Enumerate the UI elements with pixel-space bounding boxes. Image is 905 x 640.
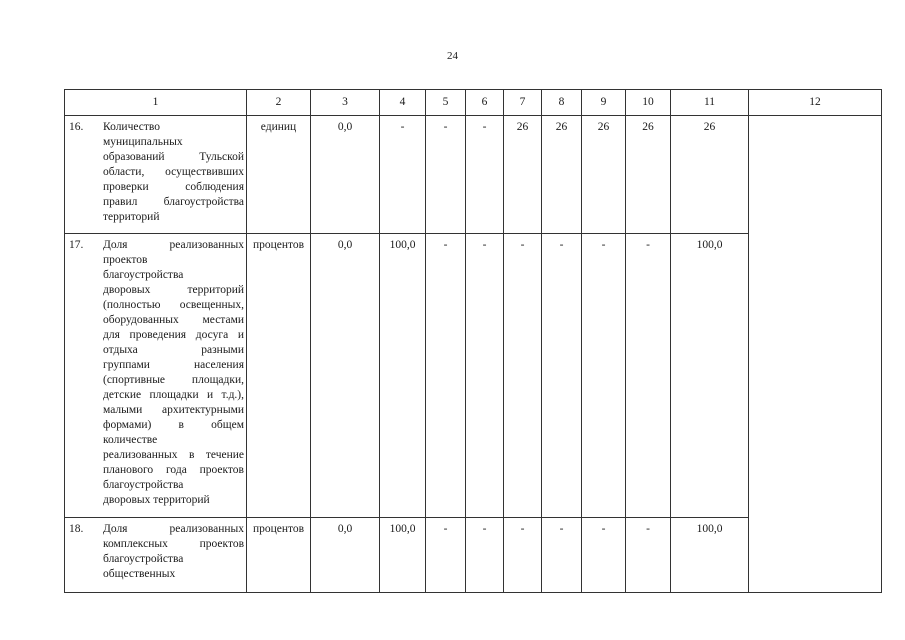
- value-cell: -: [542, 518, 582, 593]
- header-cell: 11: [671, 90, 749, 116]
- unit-cell: процентов: [247, 518, 311, 593]
- indicator-line: комплексных проектов: [103, 538, 244, 550]
- value-cell: -: [504, 234, 542, 518]
- value-cell: 26: [582, 116, 626, 234]
- value-cell: -: [504, 518, 542, 593]
- page-number: 24: [447, 50, 458, 62]
- indicator-line: планового года проектов: [103, 464, 244, 476]
- value-cell: 100,0: [671, 234, 749, 518]
- indicator-cell: [65, 518, 247, 593]
- header-cell: 8: [542, 90, 582, 116]
- header-cell: 9: [582, 90, 626, 116]
- indicator-line: территорий: [103, 211, 160, 223]
- indicator-line: образований Тульской: [103, 151, 244, 163]
- indicator-line: группами населения: [103, 359, 244, 371]
- value-cell: 26: [671, 116, 749, 234]
- indicator-line: проектов: [103, 254, 148, 266]
- value-cell: -: [426, 518, 466, 593]
- value-cell: -: [626, 518, 671, 593]
- indicator-line: (полностью освещенных,: [103, 299, 244, 311]
- value-cell: 100,0: [380, 234, 426, 518]
- row-number: 18.: [69, 523, 84, 535]
- value-cell: -: [542, 234, 582, 518]
- indicator-line: общественных: [103, 568, 176, 580]
- indicator-line: муниципальных: [103, 136, 183, 148]
- indicator-line: реализованных в течение: [103, 449, 244, 461]
- indicator-line: правил благоустройства: [103, 196, 244, 208]
- value-cell: -: [582, 234, 626, 518]
- indicator-line: для проведения досуга и: [103, 329, 244, 341]
- indicator-line: (спортивные площадки,: [103, 374, 244, 386]
- indicator-line: Количество: [103, 121, 160, 133]
- header-cell: 10: [626, 90, 671, 116]
- header-cell: 5: [426, 90, 466, 116]
- header-row: [65, 90, 882, 116]
- value-cell: 26: [504, 116, 542, 234]
- indicator-cell: [65, 234, 247, 518]
- value-cell: -: [466, 518, 504, 593]
- indicator-line: благоустройства: [103, 553, 184, 565]
- value-cell: -: [426, 116, 466, 234]
- value-cell: -: [466, 116, 504, 234]
- header-cell: 12: [749, 90, 882, 116]
- indicator-line: отдыха разными: [103, 344, 244, 356]
- value-cell: 26: [626, 116, 671, 234]
- value-cell: -: [426, 234, 466, 518]
- indicator-line: детские площадки и т.д.),: [103, 389, 244, 401]
- unit-cell: единиц: [247, 116, 311, 234]
- table-row: [65, 116, 882, 234]
- value-cell: 100,0: [671, 518, 749, 593]
- indicator-line: Доля реализованных: [103, 239, 244, 251]
- indicator-line: дворовых территорий: [103, 284, 244, 296]
- value-cell: 0,0: [311, 518, 380, 593]
- indicator-line: благоустройства: [103, 479, 184, 491]
- value-cell: 0,0: [311, 116, 380, 234]
- value-cell: -: [582, 518, 626, 593]
- indicator-line: малыми архитектурными: [103, 404, 244, 416]
- indicator-line: формами) в общем: [103, 419, 244, 431]
- header-cell: 3: [311, 90, 380, 116]
- row-number: 16.: [69, 121, 84, 133]
- indicator-line: благоустройства: [103, 269, 184, 281]
- header-cell: 1: [65, 90, 247, 116]
- indicator-line: количестве: [103, 434, 158, 446]
- unit-cell: процентов: [247, 234, 311, 518]
- indicator-line: области, осуществивших: [103, 166, 244, 178]
- value-cell: -: [380, 116, 426, 234]
- value-cell: -: [626, 234, 671, 518]
- value-cell: 100,0: [380, 518, 426, 593]
- header-cell: 7: [504, 90, 542, 116]
- value-cell: -: [466, 234, 504, 518]
- indicator-line: Доля реализованных: [103, 523, 244, 535]
- indicator-line: дворовых территорий: [103, 494, 210, 506]
- indicator-line: проверки соблюдения: [103, 181, 244, 193]
- indicator-line: оборудованных местами: [103, 314, 244, 326]
- column-12-cell: [749, 116, 882, 593]
- row-number: 17.: [69, 239, 84, 251]
- indicators-table: [64, 89, 882, 593]
- value-cell: 0,0: [311, 234, 380, 518]
- indicator-cell: [65, 116, 247, 234]
- header-cell: 2: [247, 90, 311, 116]
- header-cell: 6: [466, 90, 504, 116]
- header-cell: 4: [380, 90, 426, 116]
- value-cell: 26: [542, 116, 582, 234]
